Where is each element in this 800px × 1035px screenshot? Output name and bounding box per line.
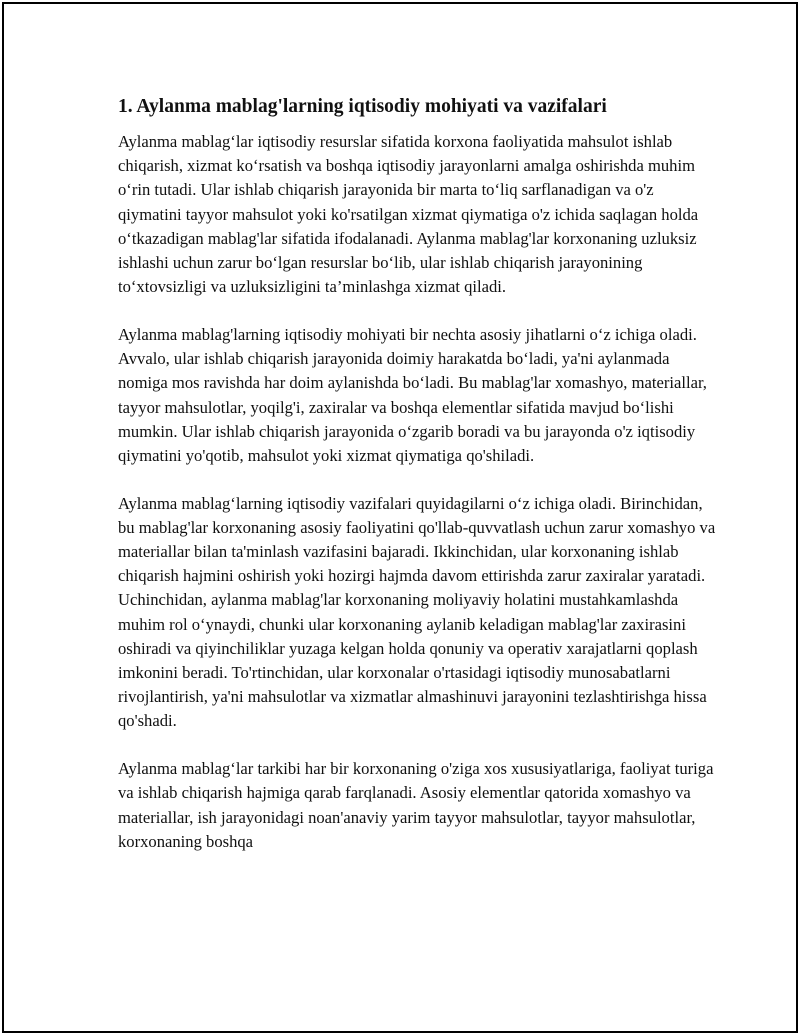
paragraph-2: Aylanma mablag'larning iqtisodiy mohiyati bir nechta asosiy jihatlarni o‘z ichiga oladi. Avvalo, ular ishlab chiqarish jarayonida doimiy harakatda bo‘ladi, ya'ni aylanmada nomiga mos ravishda har doim aylanishda bo‘ladi. Bu mablag'lar xomashyo, materiallar, tayyor mahsulotlar, yoqilg'i, zaxiralar va boshqa elementlar sifatida mavjud bo‘lishi mumkin. Ular ishlab chiqarish jarayonida o‘zgarib boradi va bu jarayonda o'z iqtisodiy qiymatini yo'qotib, mahsulot yoki xizmat qiymatiga qo'shiladi. [118, 324, 707, 465]
paragraph-1: Aylanma mablag‘lar iqtisodiy resurslar sifatida korxona faoliyatida mahsulot ishlab chiqarish, xizmat ko‘rsatish va boshqa iqtisodiy jarayonlarni amalga oshirishda muhim o‘rin tutadi. Ular ishlab chiqarish jarayonida bir marta to‘liq sarflanadigan va o'z qiymatini tayyor mahsulot yoki ko'rsatilgan xizmat qiymatiga o'z ichida saqlagan holda o‘tkazadigan mablag'lar sifatida ifodalanadi. Aylanma mablag'lar korxonaning uzluksiz ishlashi uchun zarur bo‘lgan resurslar bo‘lib, ular ishlab chiqarish jarayonining to‘xtovsizligi va uzluksizligini ta’minlashga xizmat qiladi. [118, 132, 699, 297]
document-body [118, 92, 718, 877]
section-heading: 1. Aylanma mablag'larning iqtisodiy mohiyati va vazifalari [118, 96, 607, 117]
paragraph-3: Aylanma mablag‘larning iqtisodiy vazifalari quyidagilarni o‘z ichiga oladi. Birinchidan, bu mablag'lar korxonaning asosiy faoliyatini qo'llab-quvvatlash uchun zarur xomashyo va materiallar bilan ta'minlash vazifasini bajaradi. Ikkinchidan, ular korxonaning ishlab chiqarish hajmini oshirish yoki hozirgi hajmda davom ettirishda zarur zaxiralar yaratadi. Uchinchidan, aylanma mablag'lar korxonaning moliyaviy holatini mustahkamlashda muhim rol o‘ynaydi, chunki ular korxonaning aylanib keladigan mablag'lar zaxirasini oshiradi va qiyinchiliklar yuzaga kelgan holda qonuniy va operativ xarajatlarni qoplash imkonini beradi. To'rtinchidan, ular korxonalar o'rtasidagi iqtisodiy munosabatlarni rivojlantirish, ya'ni mahsulotlar va xizmatlar almashinuvi jarayonini tezlashtirishga hissa qo'shadi. [118, 493, 716, 731]
paragraph-4: Aylanma mablag‘lar tarkibi har bir korxonaning o'ziga xos xususiyatlariga, faoliyat turiga va ishlab chiqarish hajmiga qarab farqlanadi. Asosiy elementlar qatorida xomashyo va materiallar, ish jarayonidagi noan'anaviy yarim tayyor mahsulotlar, tayyor mahsulotlar, korxonaning boshqa [118, 759, 714, 851]
